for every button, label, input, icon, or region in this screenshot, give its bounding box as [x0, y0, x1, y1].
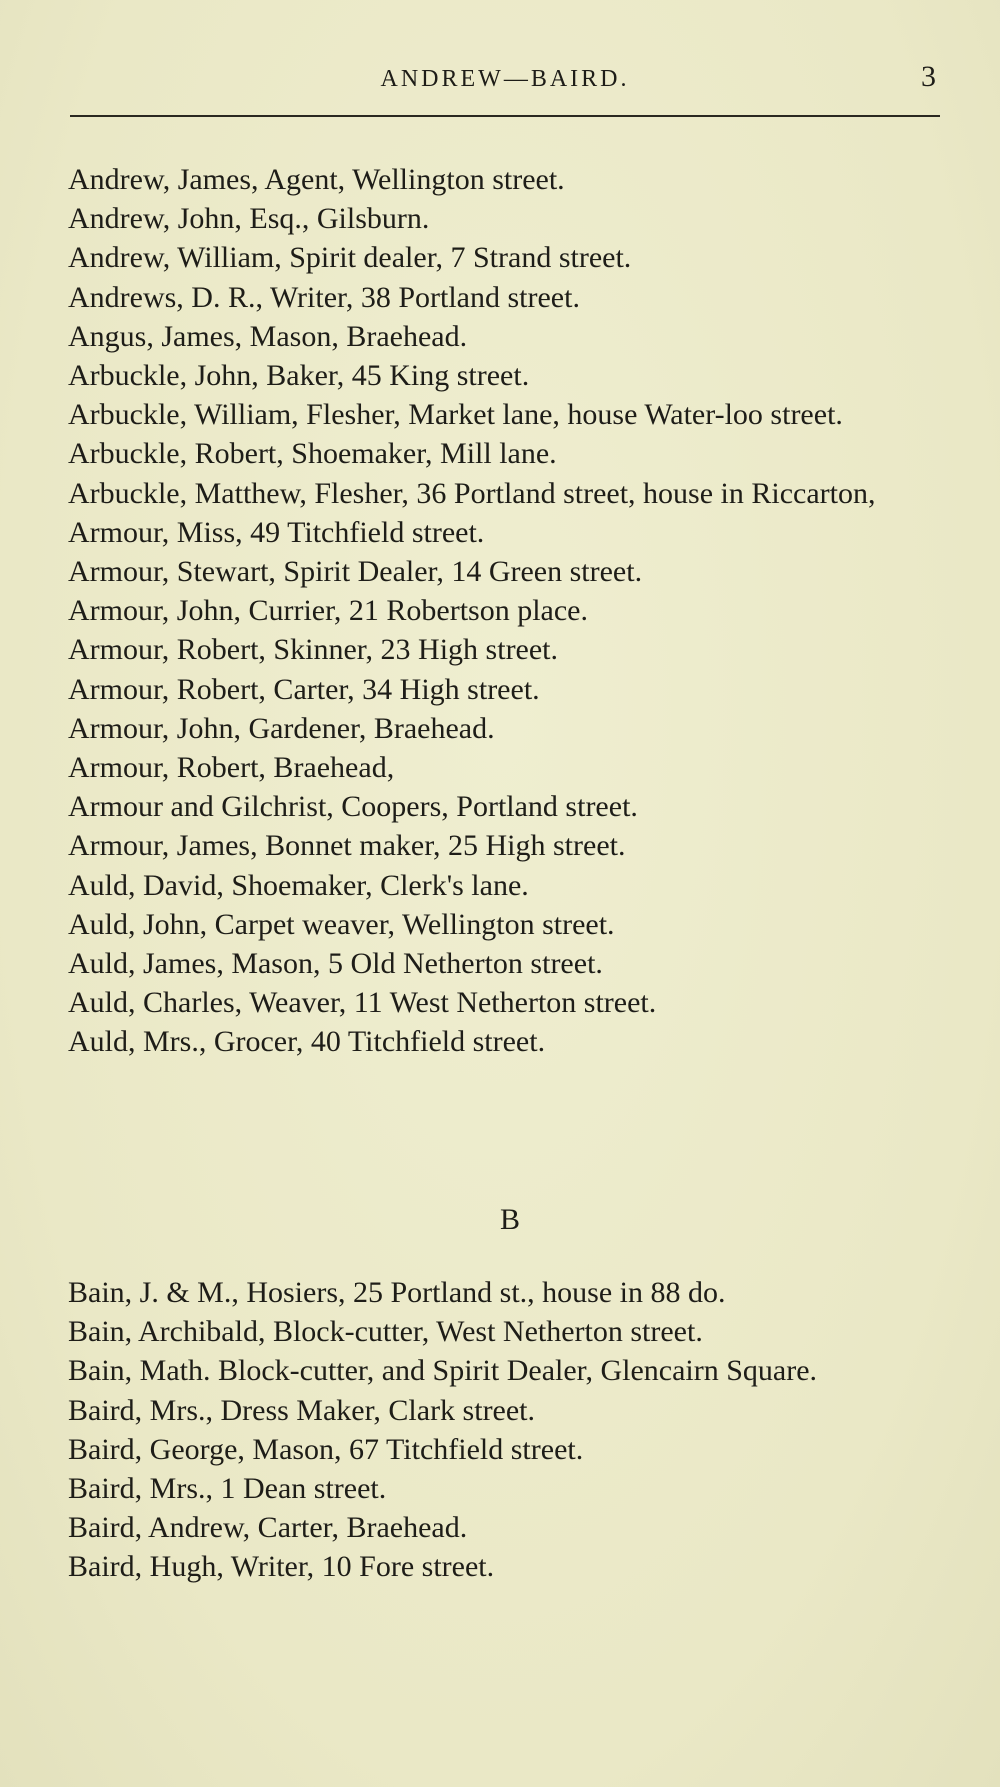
directory-entry: Auld, John, Carpet weaver, Wellington street.	[68, 907, 615, 941]
section-heading-b: B	[499, 1203, 520, 1236]
directory-entry: Armour, Stewart, Spirit Dealer, 14 Green street.	[68, 555, 643, 589]
directory-entry: Baird, Mrs., Dress Maker, Clark street.	[68, 1393, 536, 1427]
directory-entry: Armour, Robert, Carter, 34 High street.	[68, 672, 540, 706]
directory-entry: Bain, Math. Block-cutter, and Spirit Dealer, Glencairn Square.	[68, 1354, 818, 1388]
directory-entry: Armour, John, Currier, 21 Robertson place.	[68, 594, 588, 628]
header-rule	[70, 115, 940, 117]
directory-entry: Armour, Miss, 49 Titchfield street.	[68, 515, 485, 549]
directory-entry: Arbuckle, John, Baker, 45 King street.	[68, 359, 530, 393]
page-header	[70, 60, 940, 110]
entry-list-b	[68, 1273, 948, 1587]
directory-entry: Andrew, James, Agent, Wellington street.	[68, 163, 565, 196]
directory-entry: Andrew, William, Spirit dealer, 7 Strand street.	[68, 241, 632, 275]
directory-entry: Armour, John, Gardener, Braehead.	[68, 711, 495, 745]
running-head: ANDREW—BAIRD.	[380, 66, 630, 92]
directory-entry: Auld, James, Mason, 5 Old Netherton street.	[68, 947, 603, 981]
directory-entry: Bain, Archibald, Block-cutter, West Netherton street.	[68, 1315, 703, 1349]
directory-entry: Baird, Hugh, Writer, 10 Fore street.	[68, 1550, 495, 1584]
directory-entry: Armour and Gilchrist, Coopers, Portland street.	[68, 790, 638, 824]
directory-entry: Baird, Andrew, Carter, Braehead.	[68, 1511, 468, 1545]
directory-entry: Auld, Mrs., Grocer, 40 Titchfield street.	[68, 1025, 546, 1059]
directory-entry: Armour, Robert, Skinner, 23 High street.	[68, 633, 559, 667]
directory-entry: Arbuckle, William, Flesher, Market lane, house Water-loo street.	[68, 398, 843, 432]
directory-entry: Armour, Robert, Braehead,	[68, 751, 395, 785]
directory-entry: Bain, J. & M., Hosiers, 25 Portland st., house in 88 do.	[68, 1276, 726, 1309]
directory-entry: Auld, David, Shoemaker, Clerk's lane.	[68, 868, 529, 902]
directory-entry: Auld, Charles, Weaver, 11 West Netherton street.	[68, 986, 657, 1020]
directory-entry: Baird, Mrs., 1 Dean street.	[68, 1472, 387, 1506]
directory-entry: Andrews, D. R., Writer, 38 Portland street.	[68, 280, 580, 314]
directory-entry: Andrew, John, Esq., Gilsburn.	[68, 202, 430, 236]
directory-entry: Arbuckle, Matthew, Flesher, 36 Portland street, house in Riccarton,	[68, 476, 876, 510]
directory-entry: Arbuckle, Robert, Shoemaker, Mill lane.	[68, 437, 557, 471]
directory-entry: Armour, James, Bonnet maker, 25 High street.	[68, 829, 626, 863]
directory-entry: Angus, James, Mason, Braehead.	[68, 319, 468, 353]
directory-entry: Baird, George, Mason, 67 Titchfield street.	[68, 1432, 584, 1466]
page-number: 3	[921, 60, 936, 93]
entry-list-a	[68, 160, 948, 1062]
